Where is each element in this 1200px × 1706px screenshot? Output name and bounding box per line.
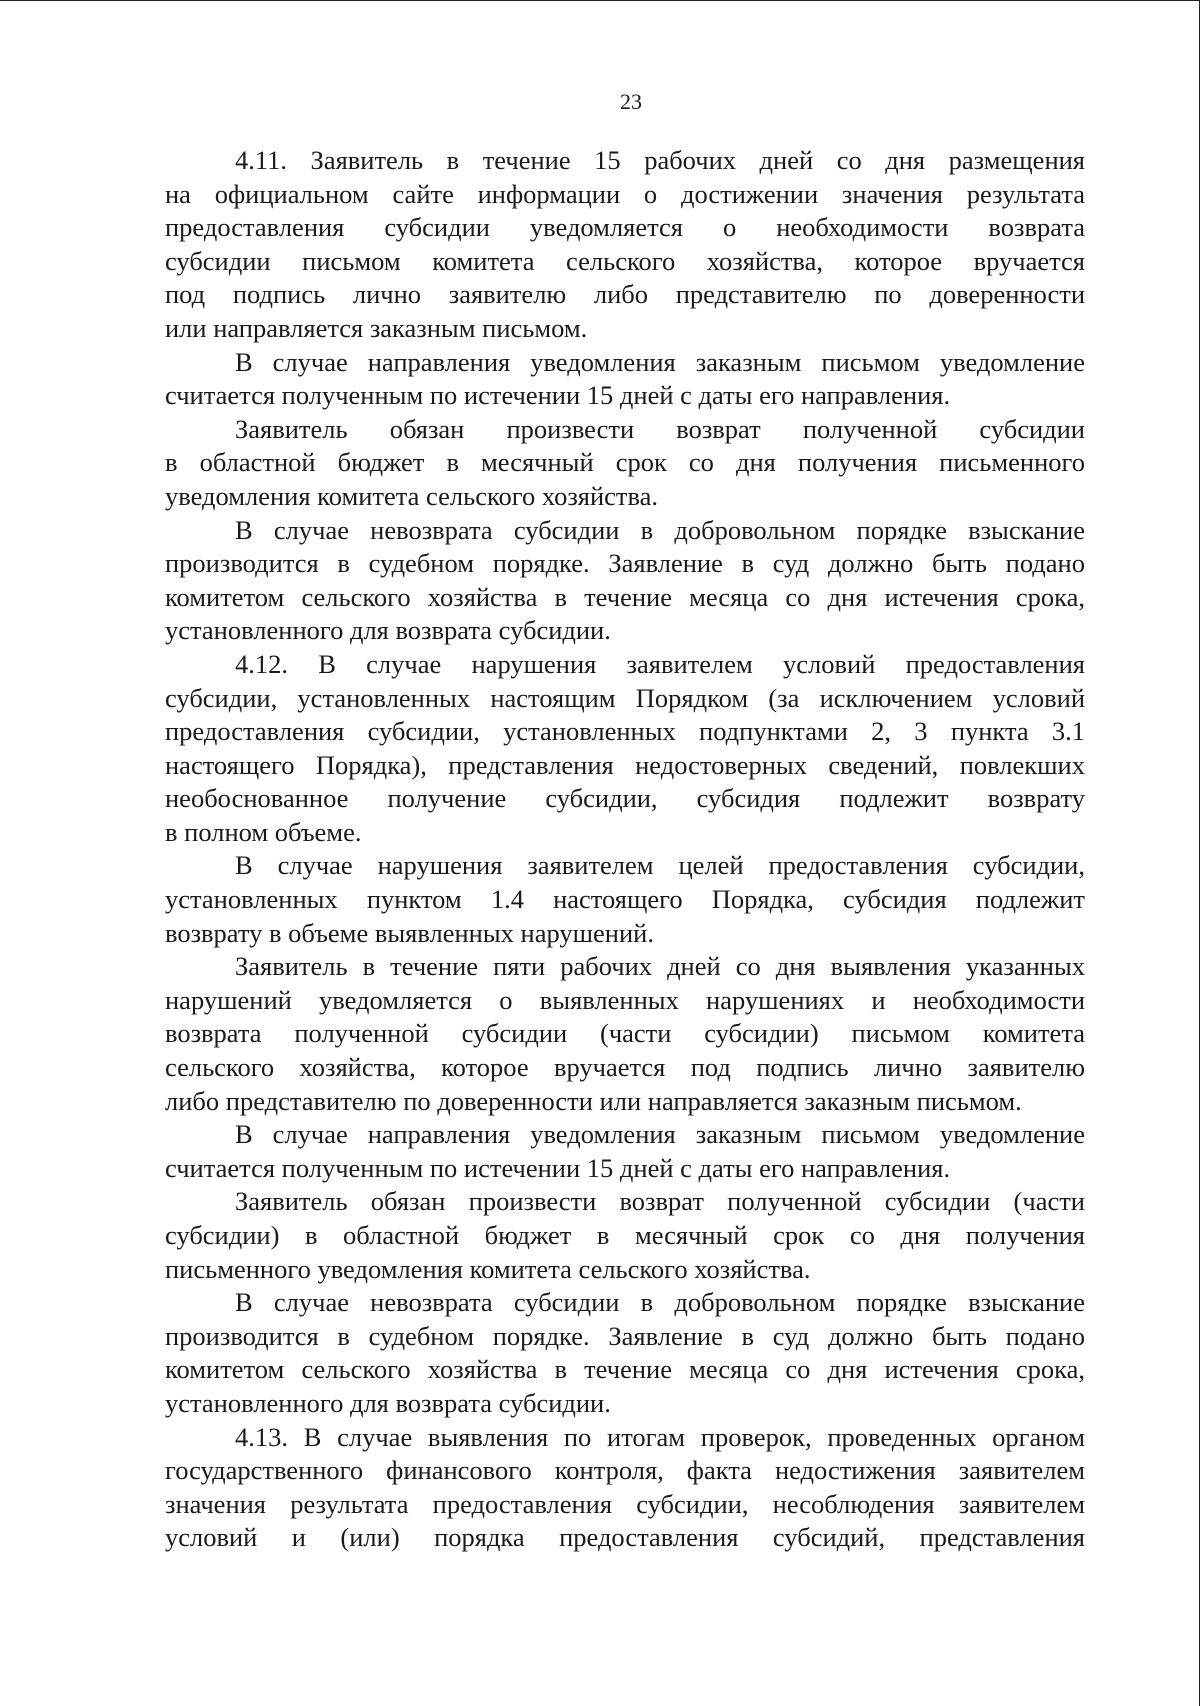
- text-line: нарушений уведомляется о выявленных нарушениях и необходимости: [165, 984, 1085, 1015]
- text-line: настоящего Порядка), представления недостоверных сведений, повлекших: [165, 749, 1085, 780]
- paragraph-p-goals: [165, 849, 1085, 950]
- text-line: письменного уведомления комитета сельского хозяйства.: [165, 1253, 811, 1284]
- text-line: Заявитель обязан произвести возврат полученной субсидии: [235, 413, 1085, 444]
- text-line: 4.13. В случае выявления по итогам проверок, проведенных органом: [235, 1421, 1085, 1452]
- text-line: сельского хозяйства, которое вручается под подпись лично заявителю: [165, 1052, 1085, 1083]
- text-line: В случае направления уведомления заказным письмом уведомление: [235, 1119, 1085, 1150]
- text-line: установленных пунктом 1.4 настоящего Порядка, субсидия подлежит: [165, 884, 1085, 915]
- text-line: 4.12. В случае нарушения заявителем условий предоставления: [235, 648, 1085, 679]
- text-line: либо представителю по доверенности или направляется заказным письмом.: [165, 1085, 1022, 1116]
- paragraph-p-notice-1: [165, 346, 1085, 413]
- text-line: 4.11. Заявитель в течение 15 рабочих дней со дня размещения: [235, 145, 1085, 175]
- text-line: предоставления субсидии уведомляется о необходимости возврата: [165, 212, 1085, 243]
- text-line: значения результата предоставления субсидии, несоблюдения заявителем: [165, 1488, 1085, 1519]
- text-line: государственного финансового контроля, факта недостижения заявителем: [165, 1455, 1085, 1486]
- text-line: субсидии, установленных настоящим Порядком (за исключением условий: [165, 682, 1085, 713]
- text-line: Заявитель в течение пяти рабочих дней со дня выявления указанных: [235, 951, 1085, 982]
- text-line: предоставления субсидии, установленных подпунктами 2, 3 пункта 3.1: [165, 716, 1085, 747]
- paragraph-p-4-13: [165, 1421, 1085, 1555]
- paragraph-p-court-1: [165, 514, 1085, 648]
- text-line: необоснованное получение субсидии, субсидия подлежит возврату: [165, 783, 1085, 814]
- text-line: В случае направления уведомления заказным письмом уведомление: [235, 346, 1085, 377]
- text-line: уведомления комитета сельского хозяйства.: [165, 480, 659, 511]
- document-body: [165, 144, 1085, 1555]
- text-line: считается полученным по истечении 15 дней с даты его направления.: [165, 380, 951, 411]
- paragraph-p-notice-2: [165, 1118, 1085, 1185]
- text-line: производится в судебном порядке. Заявление в суд должно быть подано: [165, 1320, 1085, 1351]
- text-line: возврату в объеме выявленных нарушений.: [165, 917, 654, 948]
- paragraph-p-refund-2: [165, 1185, 1085, 1286]
- text-line: установленного для возврата субсидии.: [165, 615, 611, 646]
- text-line: в полном объеме.: [165, 816, 362, 847]
- page-number: 23: [620, 89, 642, 114]
- text-line: под подпись лично заявителю либо представителю по доверенности: [165, 279, 1085, 310]
- text-line: субсидии) в областной бюджет в месячный срок со дня получения: [165, 1220, 1085, 1250]
- text-line: условий и (или) порядка предоставления субсидий, представления: [165, 1522, 1085, 1553]
- text-line: или направляется заказным письмом.: [165, 312, 588, 343]
- text-line: считается полученным по истечении 15 дней с даты его направления.: [165, 1152, 951, 1183]
- text-line: В случае невозврата субсидии в добровольном порядке взыскание: [235, 514, 1085, 545]
- text-line: В случае нарушения заявителем целей предоставления субсидии,: [235, 850, 1085, 881]
- paragraph-p-4-12: [165, 648, 1085, 850]
- text-line: производится в судебном порядке. Заявление в суд должно быть подано: [165, 548, 1085, 579]
- paragraph-p-court-2: [165, 1286, 1085, 1420]
- text-line: субсидии письмом комитета сельского хозяйства, которое вручается: [165, 245, 1085, 276]
- paragraph-p-4-11: [165, 144, 1085, 346]
- text-line: возврата полученной субсидии (части субсидии) письмом комитета: [165, 1018, 1085, 1049]
- text-line: комитетом сельского хозяйства в течение месяца со дня истечения срока,: [165, 581, 1085, 612]
- text-line: установленного для возврата субсидии.: [165, 1387, 611, 1418]
- paragraph-p-refund-1: [165, 413, 1085, 514]
- text-line: на официальном сайте информации о достижении значения результата: [165, 178, 1085, 209]
- text-line: комитетом сельского хозяйства в течение месяца со дня истечения срока,: [165, 1354, 1085, 1385]
- text-line: в областной бюджет в месячный срок со дня получения письменного: [165, 447, 1085, 478]
- text-line: Заявитель обязан произвести возврат полученной субсидии (части: [235, 1186, 1085, 1217]
- paragraph-p-five-days: [165, 950, 1085, 1118]
- text-line: В случае невозврата субсидии в добровольном порядке взыскание: [235, 1287, 1085, 1318]
